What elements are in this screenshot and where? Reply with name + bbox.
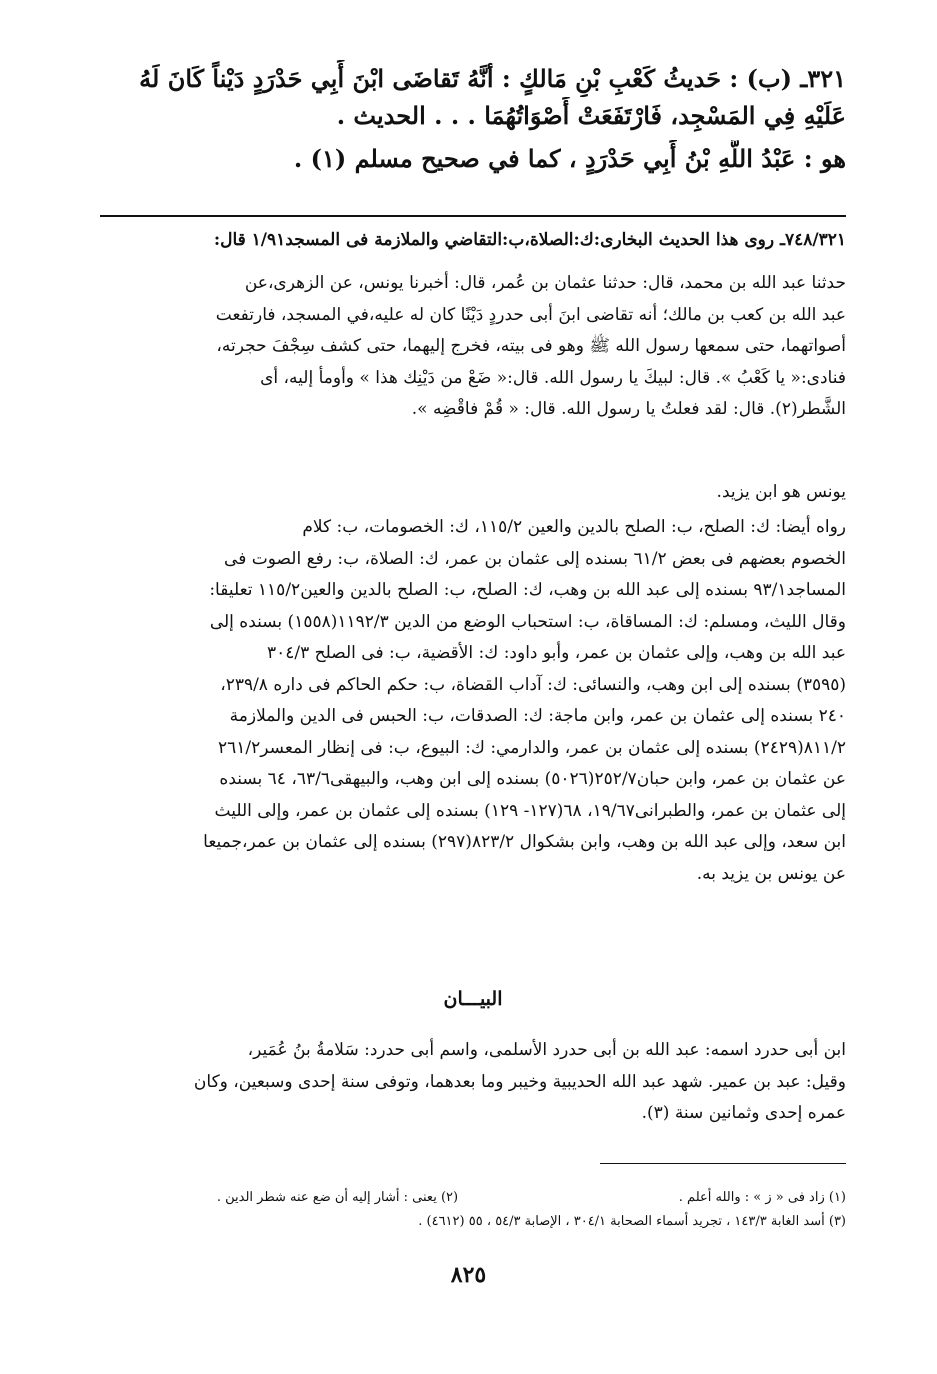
page-number: ٨٢٥: [450, 1262, 487, 1288]
top-divider: [100, 215, 846, 217]
paragraph-line: عبد الله بن كعب بن مالك؛ أنه تقاضى ابنَ أبى حدردٍ دَيْنًا كان له عليه،في المسجد، فارتفعت: [215, 304, 846, 325]
footnote-divider: [600, 1163, 846, 1164]
paragraph-line: عبد الله بن وهب، وإلى عثمان بن عمر، وأبو داود: ك: الأقضية، ب: فى الصلح ٣٠٤/٣: [266, 643, 846, 663]
paragraph-line: إلى عثمان بن عمر، والطبرانى١٩/٦٧، ٦٨(١٢٧- ١٢٩) بسنده إلى عثمان بن عمر، وإلى الليث: [214, 800, 846, 821]
paragraph-line: أصواتهما، حتى سمعها رسول الله ﷺ وهو فى بيته، فخرج إليهما، حتى كشف سِجْفَ حجرته،: [216, 336, 846, 356]
subheading-text: ٧٤٨/٣٢١ـ روى هذا الحديث البخارى:ك:الصلاة،ب:التقاضي والملازمة فى المسجد١/٩١ قال:: [213, 230, 846, 250]
paragraph-line: ٢٤٠ بسنده إلى عثمان بن عمر، وابن ماجة: ك: الصدقات، ب: الحبس فى الدين والملازمة: [229, 706, 846, 726]
paragraph-line: الشَّطر(٢). قال: لقد فعلتُ يا رسول الله. قال: « قُمْ فاقْضِه ».: [411, 399, 846, 419]
paragraph-line: وقيل: عبد بن عمير. شهد عبد الله الحديبية وخيبر وما بعدهما، وتوفى سنة إحدى وسبعين، وكان: [193, 1071, 846, 1092]
narrator-note-text: يونس هو ابن يزيد.: [716, 482, 846, 502]
heading-line-1: ٣٢١ـ (ب) : حَديثُ كَعْبِ بْنِ مَالكٍ : أنَّهُ تَقاضَى ابْنَ أَبِي حَدْرَدٍ دَيْناً كَانَ لَهُ: [139, 64, 846, 93]
hadith-heading: [100, 60, 846, 177]
paragraph-line: رواه أيضا: ك: الصلح، ب: الصلح بالدين والعين ١١٥/٢، ك: الخصومات، ب: كلام: [302, 517, 846, 537]
paragraph-line: ٨١١/٢(٢٤٢٩) بسنده إلى عثمان بن عمر، والدارمي: ك: البيوع، ب: فى إنظار المعسر٢٦١/٢: [218, 737, 846, 758]
paragraph-line: (٣٥٩٥) بسنده إلى ابن وهب، والنسائى: ك: آداب القضاة، ب: حكم الحاكم فى داره ٢٣٩/٨،: [220, 674, 846, 695]
paragraph-line: ابن أبى حدرد اسمه: عبد الله بن أبى حدرد الأسلمى، واسم أبى حدرد: سَلامةُ بنُ عُمَير،: [247, 1040, 846, 1060]
paragraph-line: عمره إحدى وثمانين سنة (٣).: [641, 1103, 846, 1123]
paragraph-line: ابن سعد، وإلى عبد الله بن وهب، وابن بشكوال ٨٢٣/٢(٢٩٧) بسنده إلى عثمان بن عمر،جميعا: [203, 832, 846, 852]
narration-subheading: [100, 225, 846, 255]
hadith-text-paragraph: [100, 268, 846, 426]
heading-line-2: عَلَيْهِ فِي المَسْجِد، فَارْتَفَعَتْ أَصْوَاتُهُمَا . . . الحديث .: [336, 101, 846, 130]
paragraph-line: وقال الليث، ومسلم: ك: المساقاة، ب: استحباب الوضع من الدين ١١٩٢/٣(١٥٥٨) بسنده إلى: [209, 611, 846, 632]
paragraph-line: عن عثمان بن عمر، وابن حبان٢٥٢/٧(٥٠٢٦) بسنده إلى ابن وهب، والبيهقى٦٣/٦، ٦٤ بسنده: [219, 769, 846, 789]
footnote-2: (٢) يعنى : أشار إليه أن ضع عنه شطر الدين .: [216, 1190, 459, 1205]
paragraph-line: عن يونس بن يزيد به.: [696, 863, 846, 884]
sources-paragraph: [100, 512, 846, 890]
paragraph-line: المساجد٩٣/١ بسنده إلى عبد الله بن وهب، ك: الصلح، ب: الصلح بالدين والعين١١٥/٢ تعليقا:: [209, 580, 846, 600]
footnote-3: (٣) أسد الغابة ١٤٣/٣ ، تجريد أسماء الصحابة ٣٠٤/١ ، الإصابة ٥٤/٣ ، ٥٥ (٤٦١٢) .: [418, 1214, 846, 1229]
section-title: البيـــان: [443, 988, 503, 1010]
explanation-paragraph: [100, 1035, 846, 1130]
footnote-row: [100, 1186, 846, 1210]
paragraph-line: الخصوم بعضهم فى بعض ٦١/٢ بسنده إلى عثمان بن عمر، ك: الصلاة، ب: رفع الصوت فى: [224, 548, 846, 569]
heading-line-3: هو : عَبْدُ اللَّهِ بْنُ أَبِي حَدْرَدٍ ، كما في صحيح مسلم (١) .: [293, 144, 846, 173]
footnotes: [100, 1186, 846, 1234]
narrator-note: [100, 477, 846, 509]
footnote-1: (١) زاد فى « ز » : والله أعلم .: [678, 1190, 846, 1205]
paragraph-line: فنادى:« يا كَعْبُ ». قال: لبيكَ يا رسول الله. قال:« ضَعْ من دَيْنِك هذا » وأومأ إليه، أى: [260, 367, 846, 388]
paragraph-line: حدثنا عبد الله بن محمد، قال: حدثنا عثمان بن عُمر، قال: أخبرنا يونس، عن الزهرى،عن: [244, 273, 846, 293]
